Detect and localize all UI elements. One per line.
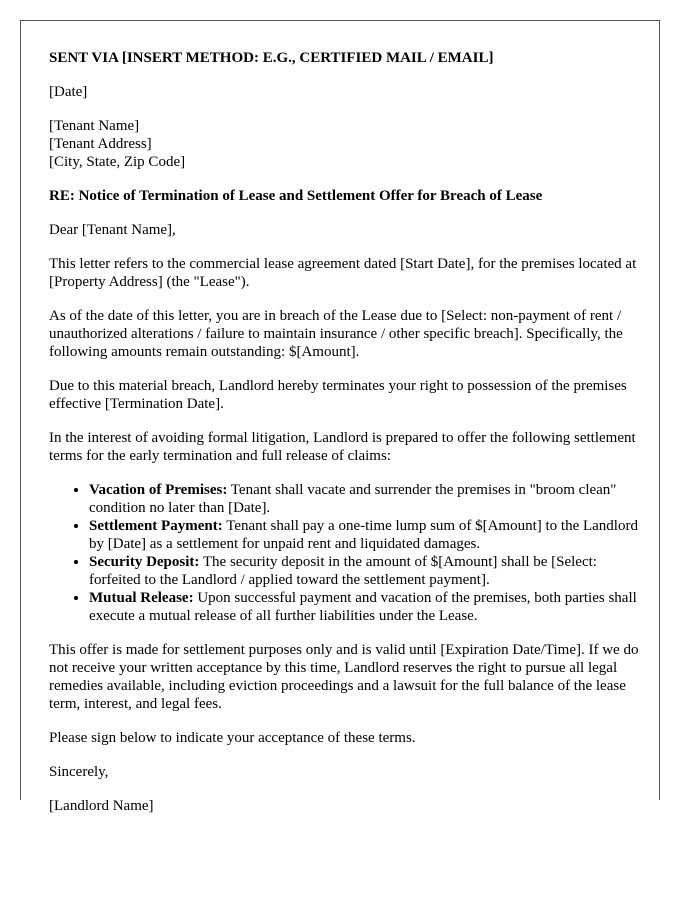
signature-name: [Landlord Name] <box>49 798 154 814</box>
list-item-security-deposit <box>89 553 639 589</box>
term-text: The security deposit in the amount of $[Amount] shall be [Select: forfeited to the Landlord / applied toward the settlement payment]. <box>89 554 597 588</box>
salutation: Dear [Tenant Name], <box>49 222 176 238</box>
letter-date: [Date] <box>49 84 88 100</box>
list-item-settlement-payment <box>89 517 639 553</box>
recipient-name: [Tenant Name] <box>49 118 140 134</box>
body-paragraph-breach: As of the date of this letter, you are in breach of the Lease due to [Select: non-payment of rent / unauthorized alterations / failure to maintain insurance / other specific breach]. Specifically, the following amounts remain outstanding: $[Amount]. <box>49 308 623 360</box>
term-title: Vacation of Premises: <box>89 482 228 498</box>
body-paragraph-lease-reference: This letter refers to the commercial lease agreement dated [Start Date], for the premises located at [Property Address] (the "Lease"). <box>49 256 637 290</box>
recipient-address-block <box>49 117 639 171</box>
list-item-mutual-release <box>89 589 639 625</box>
settlement-terms-list <box>49 481 639 625</box>
body-paragraph-sign-instruction: Please sign below to indicate your acceptance of these terms. <box>49 730 416 746</box>
term-text: Tenant shall vacate and surrender the premises in "broom clean" condition no later than [Date]. <box>89 482 617 516</box>
letter-content <box>49 49 639 831</box>
term-title: Mutual Release: <box>89 590 194 606</box>
term-title: Settlement Payment: <box>89 518 223 534</box>
sign-off: Sincerely, <box>49 764 109 780</box>
recipient-city-state-zip: [City, State, Zip Code] <box>49 154 186 170</box>
body-paragraph-settlement-intro: In the interest of avoiding formal litigation, Landlord is prepared to offer the following settlement terms for the early termination and full release of claims: <box>49 430 636 464</box>
body-paragraph-termination: Due to this material breach, Landlord hereby terminates your right to possession of the premises effective [Termination Date]. <box>49 378 627 412</box>
subject-line: RE: Notice of Termination of Lease and Settlement Offer for Breach of Lease <box>49 188 543 204</box>
term-text: Upon successful payment and vacation of the premises, both parties shall execute a mutual release of all further liabilities under the Lease. <box>89 590 637 624</box>
body-paragraph-offer-validity: This offer is made for settlement purposes only and is valid until [Expiration Date/Time]. If we do not receive your written acceptance by this time, Landlord reserves the right to pursue all legal remedies available, including eviction proceedings and a lawsuit for the full balance of the lease term, interest, and legal fees. <box>49 642 639 712</box>
recipient-address: [Tenant Address] <box>49 136 152 152</box>
term-text: Tenant shall pay a one-time lump sum of $[Amount] to the Landlord by [Date] as a settlement for unpaid rent and liquidated damages. <box>89 518 638 552</box>
letter-page <box>20 20 660 814</box>
send-method-header: SENT VIA [INSERT METHOD: E.G., CERTIFIED MAIL / EMAIL] <box>49 50 494 66</box>
list-item-vacation-of-premises <box>89 481 639 517</box>
term-title: Security Deposit: <box>89 554 200 570</box>
